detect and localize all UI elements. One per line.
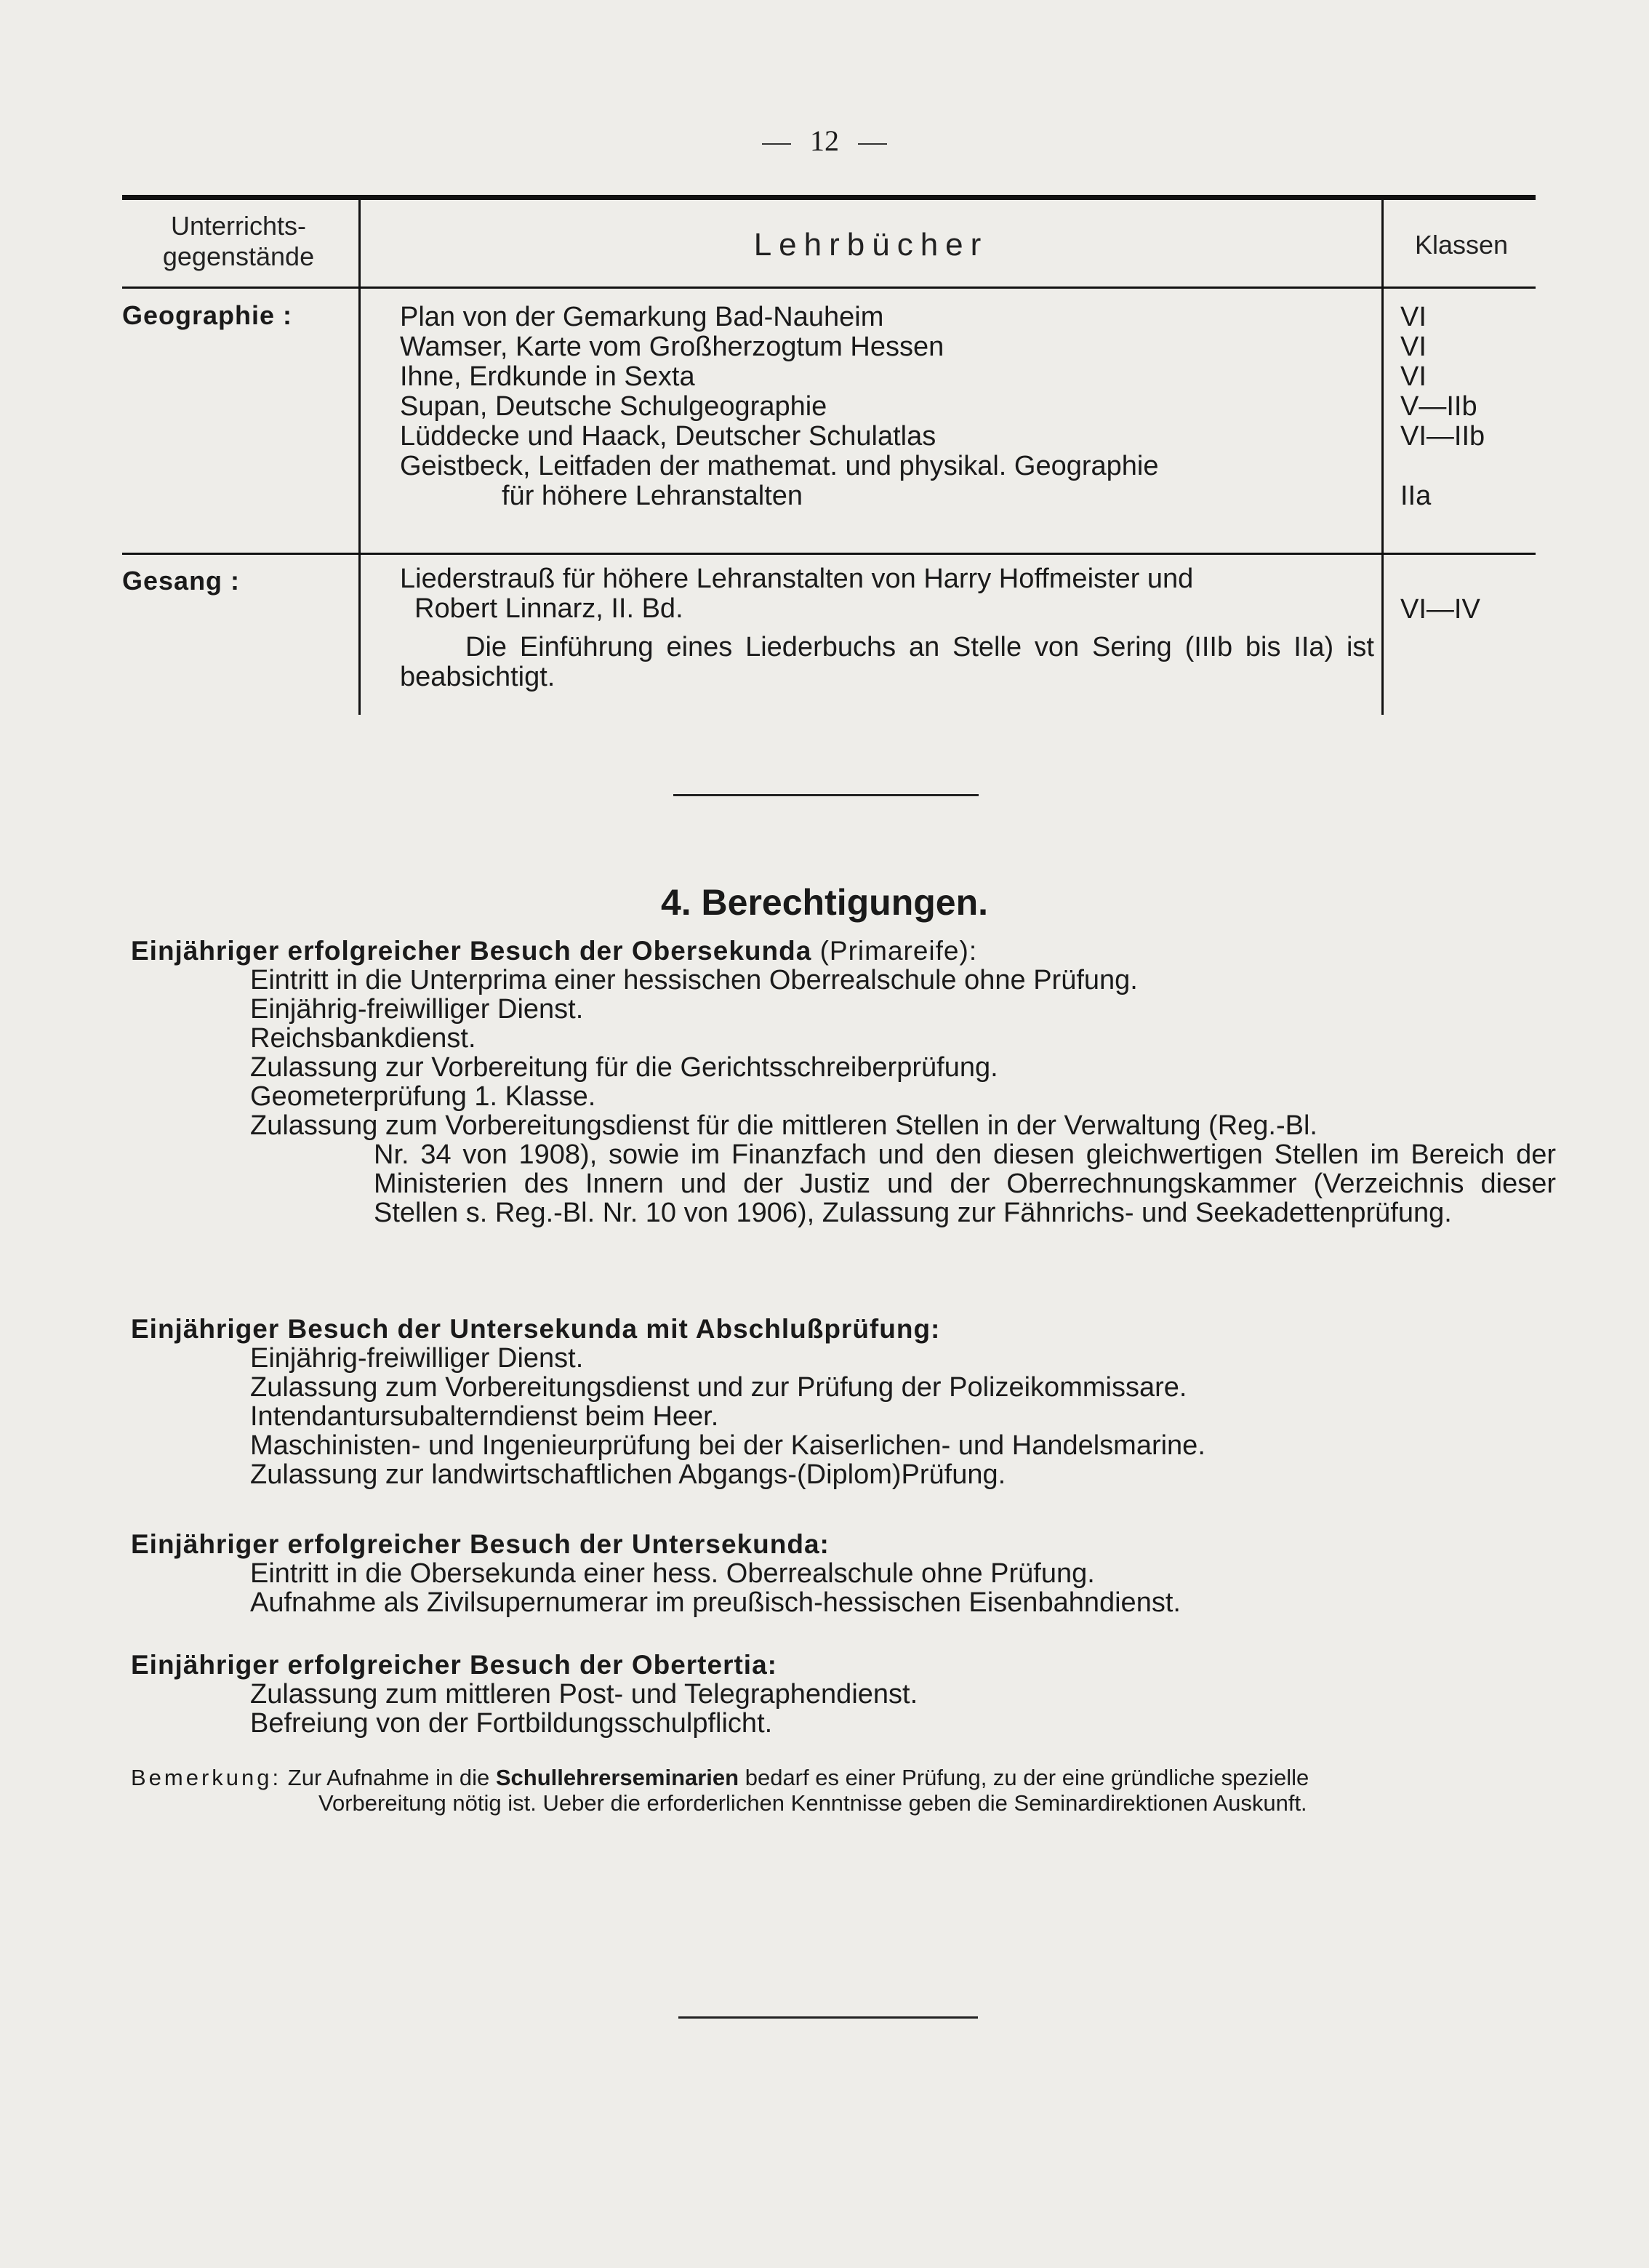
list-item: Zulassung zum Vorbereitungsdienst und zur Prüfung der Polizeikommissare. <box>250 1372 1187 1403</box>
class-cell: VI <box>1400 332 1427 362</box>
book-line: Lüddecke und Haack, Deutscher Schulatlas <box>400 421 936 452</box>
group-heading: Einjähriger Besuch der Untersekunda mit Abschlußprüfung: <box>131 1314 941 1344</box>
list-item: Einjährig-freiwilliger Dienst. <box>250 994 584 1025</box>
list-item: Zulassung zur Vorbereitung für die Gerichtsschreiberprüfung. <box>250 1052 998 1083</box>
class-cell: VI <box>1400 302 1427 332</box>
dash-right <box>858 143 887 145</box>
class-cell: VI—IIb <box>1400 421 1485 452</box>
remark <box>131 1765 1556 1816</box>
list-item: Eintritt in die Obersekunda einer hess. Oberrealschule ohne Prüfung. <box>250 1558 1095 1589</box>
geographie-classes <box>1400 302 1485 511</box>
textbook-table <box>122 195 1536 715</box>
list-item: Reichsbankdienst. <box>250 1023 476 1054</box>
group-obertertia <box>131 1651 1556 1738</box>
remark-line-2: Vorbereitung nötig ist. Ueber die erforderlichen Kenntnisse geben die Seminardirektionen Auskunft. <box>318 1790 1307 1816</box>
list-item: Zulassung zum Vorbereitungsdienst für die mittleren Stellen in der Verwaltung (Reg.-Bl. <box>250 1110 1317 1141</box>
list-item: Geometerprüfung 1. Klasse. <box>250 1081 596 1112</box>
gesang-note: Die Einführung eines Liederbuchs an Stelle von Sering (IIIb bis IIa) ist beabsichtigt. <box>400 632 1374 692</box>
table-row-rule <box>122 553 1536 555</box>
group-untersekunda-abschluss <box>131 1315 1556 1489</box>
group-untersekunda <box>131 1530 1556 1617</box>
header-classes: Klassen <box>1414 230 1509 260</box>
list-item: Zulassung zum mittleren Post- und Telegraphendienst. <box>250 1679 918 1710</box>
list-item: Eintritt in die Unterprima einer hessischen Oberrealschule ohne Prüfung. <box>250 965 1138 995</box>
header-books: Lehrbücher <box>753 227 989 263</box>
book-line: Geistbeck, Leitfaden der mathemat. und physikal. Geographie <box>400 451 1159 481</box>
list-item: Einjährig-freiwilliger Dienst. <box>250 1343 584 1374</box>
list-item: Aufnahme als Zivilsupernumerar im preußisch-hessischen Eisenbahndienst. <box>250 1587 1181 1618</box>
gesang-books <box>400 564 1374 692</box>
page-number <box>0 124 1649 158</box>
list-item: Maschinisten- und Ingenieurprüfung bei der Kaiserlichen- und Handelsmarine. <box>250 1430 1205 1461</box>
page-number-text: 12 <box>810 124 839 157</box>
book-line: Supan, Deutsche Schulgeographie <box>400 391 827 422</box>
list-item-continuation: Nr. 34 von 1908), sowie im Finanzfach und den diesen gleichwertigen Stellen im Bereich der Ministerien des Innern und der Justiz und der Oberrechnungskammer (Verzeichnis dieser Stellen s. Reg.-Bl. Nr. 10 von 1906), Zulassung zur Fähnrichs- und Seekadettenprüfung. <box>374 1139 1556 1228</box>
remark-label: Bemerkung: <box>131 1765 282 1790</box>
subject-gesang: Gesang : <box>122 566 241 596</box>
remark-line-1: Bemerkung: Zur Aufnahme in die Schullehrerseminarien bedarf es einer Prüfung, zu der eine gründliche spezielle <box>131 1765 1309 1790</box>
geographie-books <box>400 302 1374 511</box>
book-line: Ihne, Erdkunde in Sexta <box>400 361 695 392</box>
book-line: für höhere Lehranstalten <box>502 481 803 511</box>
separator-rule <box>673 794 979 796</box>
list-item: Befreiung von der Fortbildungsschulpflicht. <box>250 1708 773 1739</box>
group-heading: Einjähriger erfolgreicher Besuch der Obertertia: <box>131 1650 777 1680</box>
table-top-rule <box>122 195 1536 200</box>
book-line: Liederstrauß für höhere Lehranstalten von Harry Hoffmeister und <box>400 564 1194 594</box>
gesang-classes: VI—IV <box>1400 594 1480 625</box>
class-cell: IIa <box>1400 481 1432 511</box>
dash-left <box>762 143 791 145</box>
table-column-rule-1 <box>358 200 361 715</box>
group-obersekunda <box>131 937 1556 1227</box>
book-line: Robert Linnarz, II. Bd. <box>414 593 683 624</box>
end-rule <box>678 2016 978 2019</box>
group-heading: Einjähriger erfolgreicher Besuch der Obersekunda (Primareife): <box>131 936 978 966</box>
book-line: Plan von der Gemarkung Bad-Nauheim <box>400 302 884 332</box>
table-column-rule-2 <box>1381 200 1384 715</box>
class-cell: VI <box>1400 361 1427 392</box>
subject-geographie: Geographie : <box>122 300 293 330</box>
list-item: Zulassung zur landwirtschaftlichen Abgangs-(Diplom)Prüfung. <box>250 1459 1006 1490</box>
class-cell: V—IIb <box>1400 391 1477 422</box>
section-title: 4. Berechtigungen. <box>660 882 989 923</box>
group-heading: Einjähriger erfolgreicher Besuch der Untersekunda: <box>131 1529 830 1559</box>
list-item: Intendantursubalterndienst beim Heer. <box>250 1401 719 1432</box>
class-cell <box>1400 452 1485 481</box>
book-line: Wamser, Karte vom Großherzogtum Hessen <box>400 332 944 362</box>
header-subjects: Unterrichts- gegenstände <box>162 211 315 271</box>
table-header-rule <box>122 286 1536 289</box>
